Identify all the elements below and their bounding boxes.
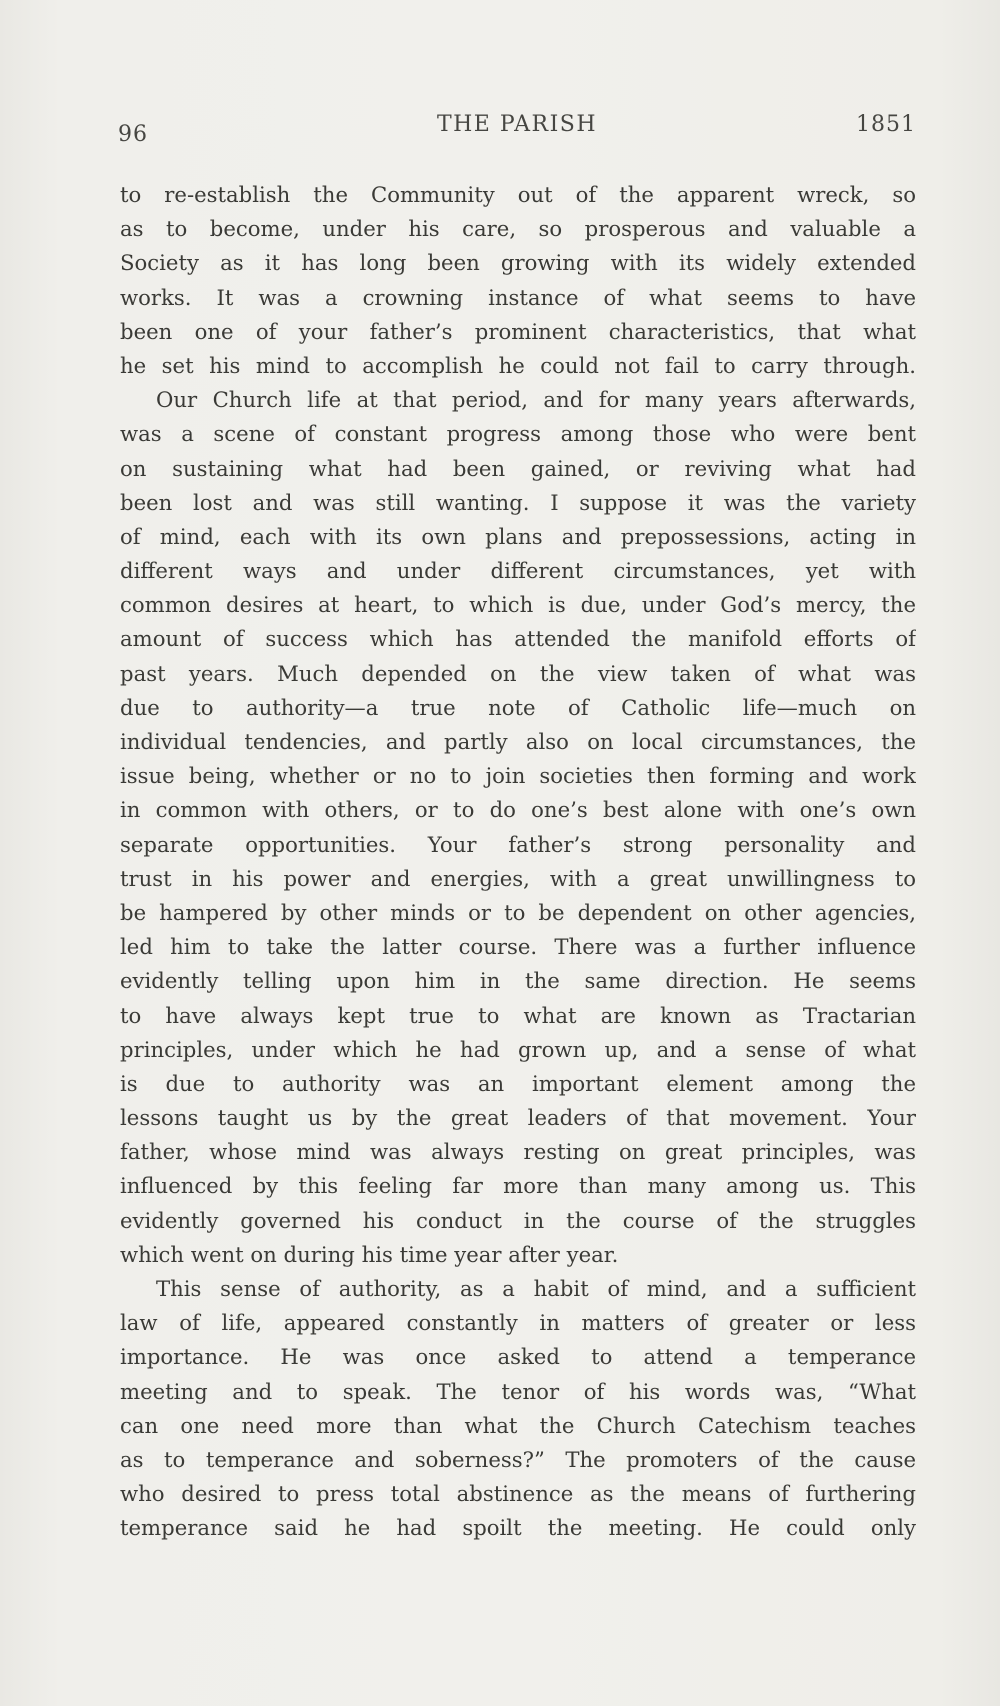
text-line: to re-establish the Community out of the apparent wreck, so: [120, 182, 916, 207]
text-line: Our Church life at that period, and for many years afterwards,: [156, 387, 916, 413]
text-line: to have always kept true to what are known as Tractarian: [120, 1002, 916, 1028]
text-line: as to become, under his care, so prosperous and valuable a: [120, 216, 916, 242]
text-line: he set his mind to accomplish he could not fail to carry through.: [120, 352, 916, 378]
text-line: in common with others, or to do one’s best alone with one’s own: [120, 797, 916, 823]
text-line: law of life, appeared constantly in matters of greater or less: [120, 1310, 916, 1336]
text-line: be hampered by other minds or to be dependent on other agencies,: [120, 899, 916, 925]
text-line: separate opportunities. Your father’s strong personality and: [120, 831, 916, 857]
text-line: evidently governed his conduct in the course of the struggles: [120, 1207, 916, 1233]
text-line: Society as it has long been growing with its widely extended: [120, 250, 916, 276]
paragraph: [120, 1272, 916, 1546]
text-line: common desires at heart, to which is due, under God’s mercy, the: [120, 592, 916, 618]
text-line: who desired to press total abstinence as the means of furthering: [120, 1481, 916, 1507]
page-number: 96: [118, 122, 148, 147]
text-line: trust in his power and energies, with a great unwillingness to: [120, 865, 916, 891]
running-year: 1851: [856, 112, 916, 137]
text-line: importance. He was once asked to attend a temperance: [120, 1344, 916, 1370]
text-line: meeting and to speak. The tenor of his words was, “What: [120, 1378, 916, 1404]
paragraph: [120, 383, 916, 1272]
text-line: father, whose mind was always resting on great principles, was: [120, 1139, 916, 1165]
text-line: been one of your father’s prominent characteristics, that what: [120, 318, 916, 344]
text-line: temperance said he had spoilt the meeting. He could only: [120, 1515, 916, 1541]
text-line: on sustaining what had been gained, or reviving what had: [120, 455, 916, 481]
text-line: works. It was a crowning instance of what seems to have: [120, 284, 916, 310]
text-line: different ways and under different circumstances, yet with: [120, 558, 916, 584]
text-line: individual tendencies, and partly also on local circumstances, the: [120, 729, 916, 754]
text-line: principles, under which he had grown up, and a sense of what: [120, 1036, 916, 1062]
running-head: [118, 112, 916, 146]
text-line: issue being, whether or no to join societies then forming and work: [120, 763, 916, 789]
text-line: was a scene of constant progress among those who were bent: [120, 421, 916, 447]
text-line: been lost and was still wanting. I suppose it was the variety: [120, 489, 916, 515]
text-line: past years. Much depended on the view taken of what was: [120, 660, 916, 686]
text-line: amount of success which has attended the manifold efforts of: [120, 626, 916, 652]
text-line: of mind, each with its own plans and prepossessions, acting in: [120, 523, 916, 549]
text-line: due to authority—a true note of Catholic life—much on: [120, 694, 916, 720]
text-line: can one need more than what the Church Catechism teaches: [120, 1412, 916, 1438]
body-text: [120, 178, 916, 1546]
text-line: as to temperance and soberness?” The promoters of the cause: [120, 1446, 916, 1472]
text-line: which went on during his time year after year.: [120, 1241, 619, 1267]
text-line: influenced by this feeling far more than many among us. This: [120, 1173, 916, 1199]
text-line: evidently telling upon him in the same direction. He seems: [120, 968, 916, 994]
text-line: is due to authority was an important element among the: [120, 1070, 916, 1096]
text-line: led him to take the latter course. There was a further influence: [120, 934, 916, 960]
text-line: This sense of authority, as a habit of mind, and a sufficient: [156, 1276, 916, 1301]
running-title: THE PARISH: [436, 112, 598, 137]
paragraph: [120, 178, 916, 383]
text-line: lessons taught us by the great leaders of that movement. Your: [120, 1105, 916, 1131]
